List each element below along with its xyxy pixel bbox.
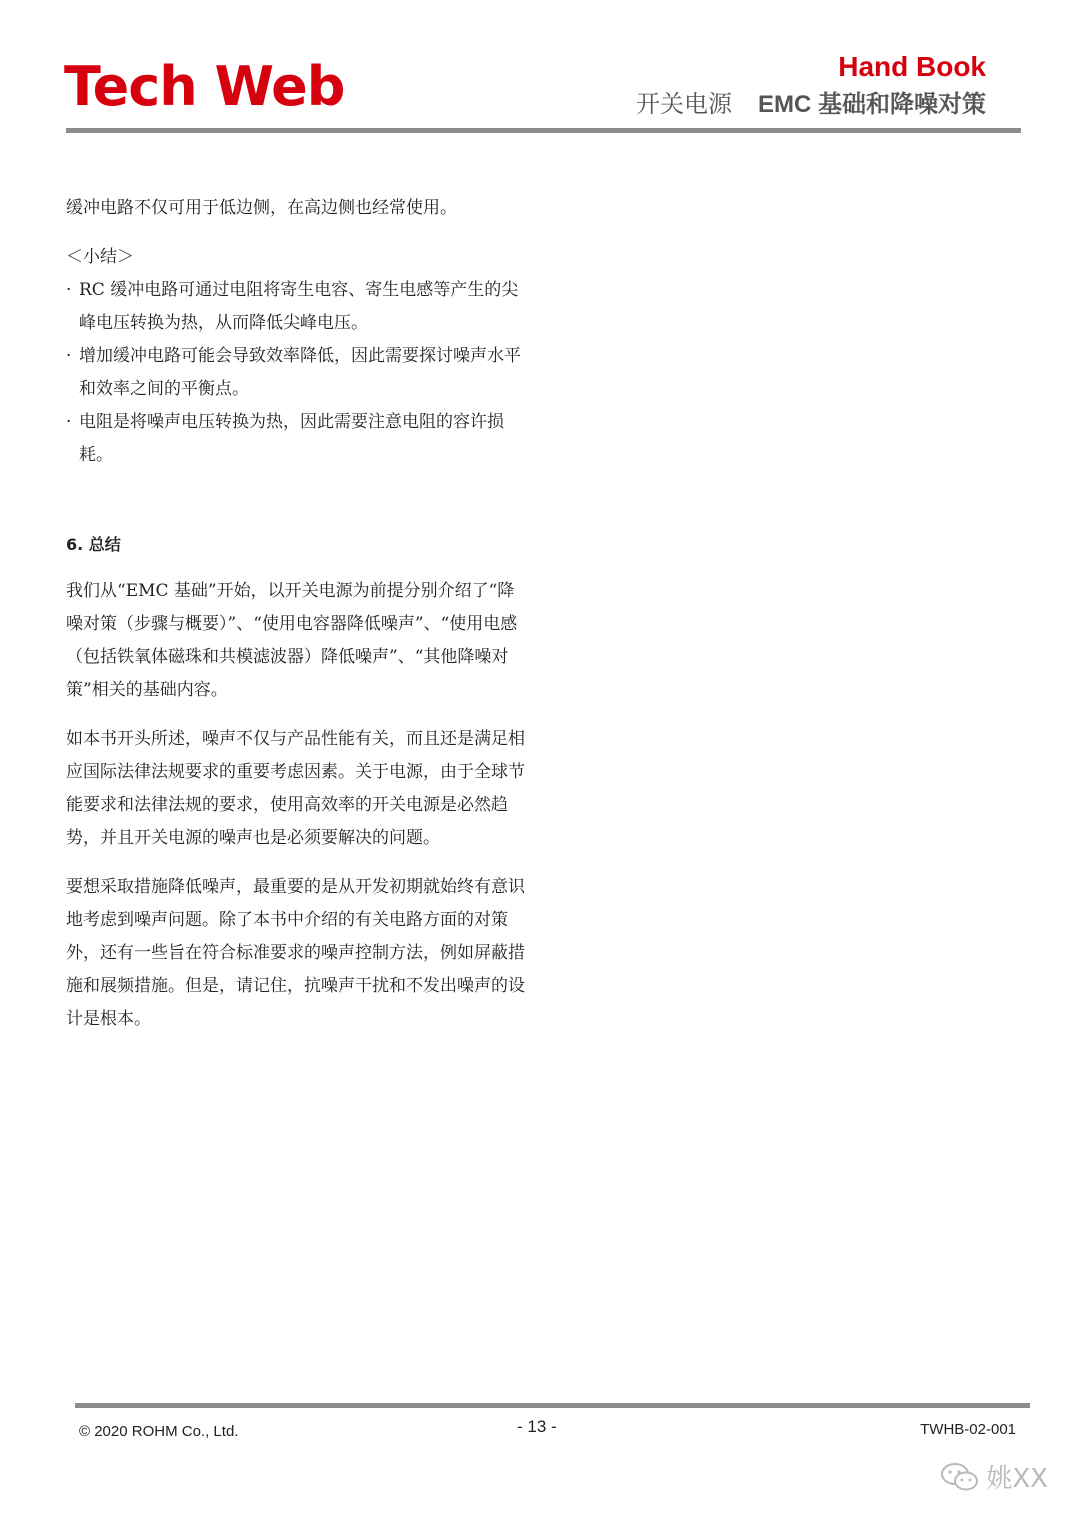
copyright-text: © 2020 ROHM Co., Ltd. <box>79 1423 239 1440</box>
header-divider <box>66 128 1021 133</box>
list-item <box>66 406 526 472</box>
body-paragraph: 如本书开头所述，噪声不仅与产品性能有关，而且还是满足相应国际法律法规要求的重要考虑因素。关于电源，由于全球节能要求和法律法规的要求，使用高效率的开关电源是必然趋势，并且开关电源的噪声也是必须要解决的问题。 <box>66 729 525 848</box>
document-id: TWHB-02-001 <box>920 1421 1016 1438</box>
summary-label: ＜小结＞ <box>66 247 134 267</box>
watermark-text: 姚XX <box>986 1464 1048 1494</box>
subtitle-topic: 开关电源 <box>636 90 732 118</box>
bullet-marker: · <box>66 412 72 432</box>
footer-divider <box>75 1403 1030 1408</box>
body-paragraph: 要想采取措施降低噪声，最重要的是从开发初期就始终有意识地考虑到噪声问题。除了本书中介绍的有关电路方面的对策外，还有一些旨在符合标准要求的噪声控制方法，例如屏蔽措施和展频措施。但是，请记住，抗噪声干扰和不发出噪声的设计是根本。 <box>66 877 525 1029</box>
body-paragraph: 我们从“EMC 基础”开始，以开关电源为前提分别介绍了“降噪对策（步骤与概要）”、“使用电容器降低噪声”、“使用电感（包括铁氧体磁珠和共模滤波器）降低噪声”、“其他降噪对策”相关的基础内容。 <box>66 581 518 700</box>
list-item <box>66 340 526 406</box>
list-item <box>66 274 526 340</box>
summary-list <box>66 274 526 472</box>
list-item-text: RC 缓冲电路可通过电阻将寄生电容、寄生电感等产生的尖峰电压转换为热，从而降低尖峰电压。 <box>79 280 519 333</box>
bullet-marker: · <box>66 280 72 300</box>
list-item-text: 电阻是将噪声电压转换为热，因此需要注意电阻的容许损耗。 <box>79 412 504 465</box>
page-number: - 13 - <box>517 1417 557 1436</box>
section-heading: 6. 总结 <box>66 535 121 554</box>
page-content <box>66 192 526 1052</box>
handbook-title: Hand Book <box>838 51 986 82</box>
subtitle-emc: EMC 基础和降噪对策 <box>758 91 986 118</box>
bullet-marker: · <box>66 346 72 366</box>
handbook-subtitle <box>636 90 986 120</box>
watermark <box>940 1458 1048 1495</box>
intro-paragraph: 缓冲电路不仅可用于低边侧，在高边侧也经常使用。 <box>66 198 457 218</box>
wechat-icon <box>940 1462 980 1492</box>
techweb-logo: Tech Web <box>64 55 345 118</box>
list-item-text: 增加缓冲电路可能会导致效率降低，因此需要探讨噪声水平和效率之间的平衡点。 <box>79 346 521 399</box>
